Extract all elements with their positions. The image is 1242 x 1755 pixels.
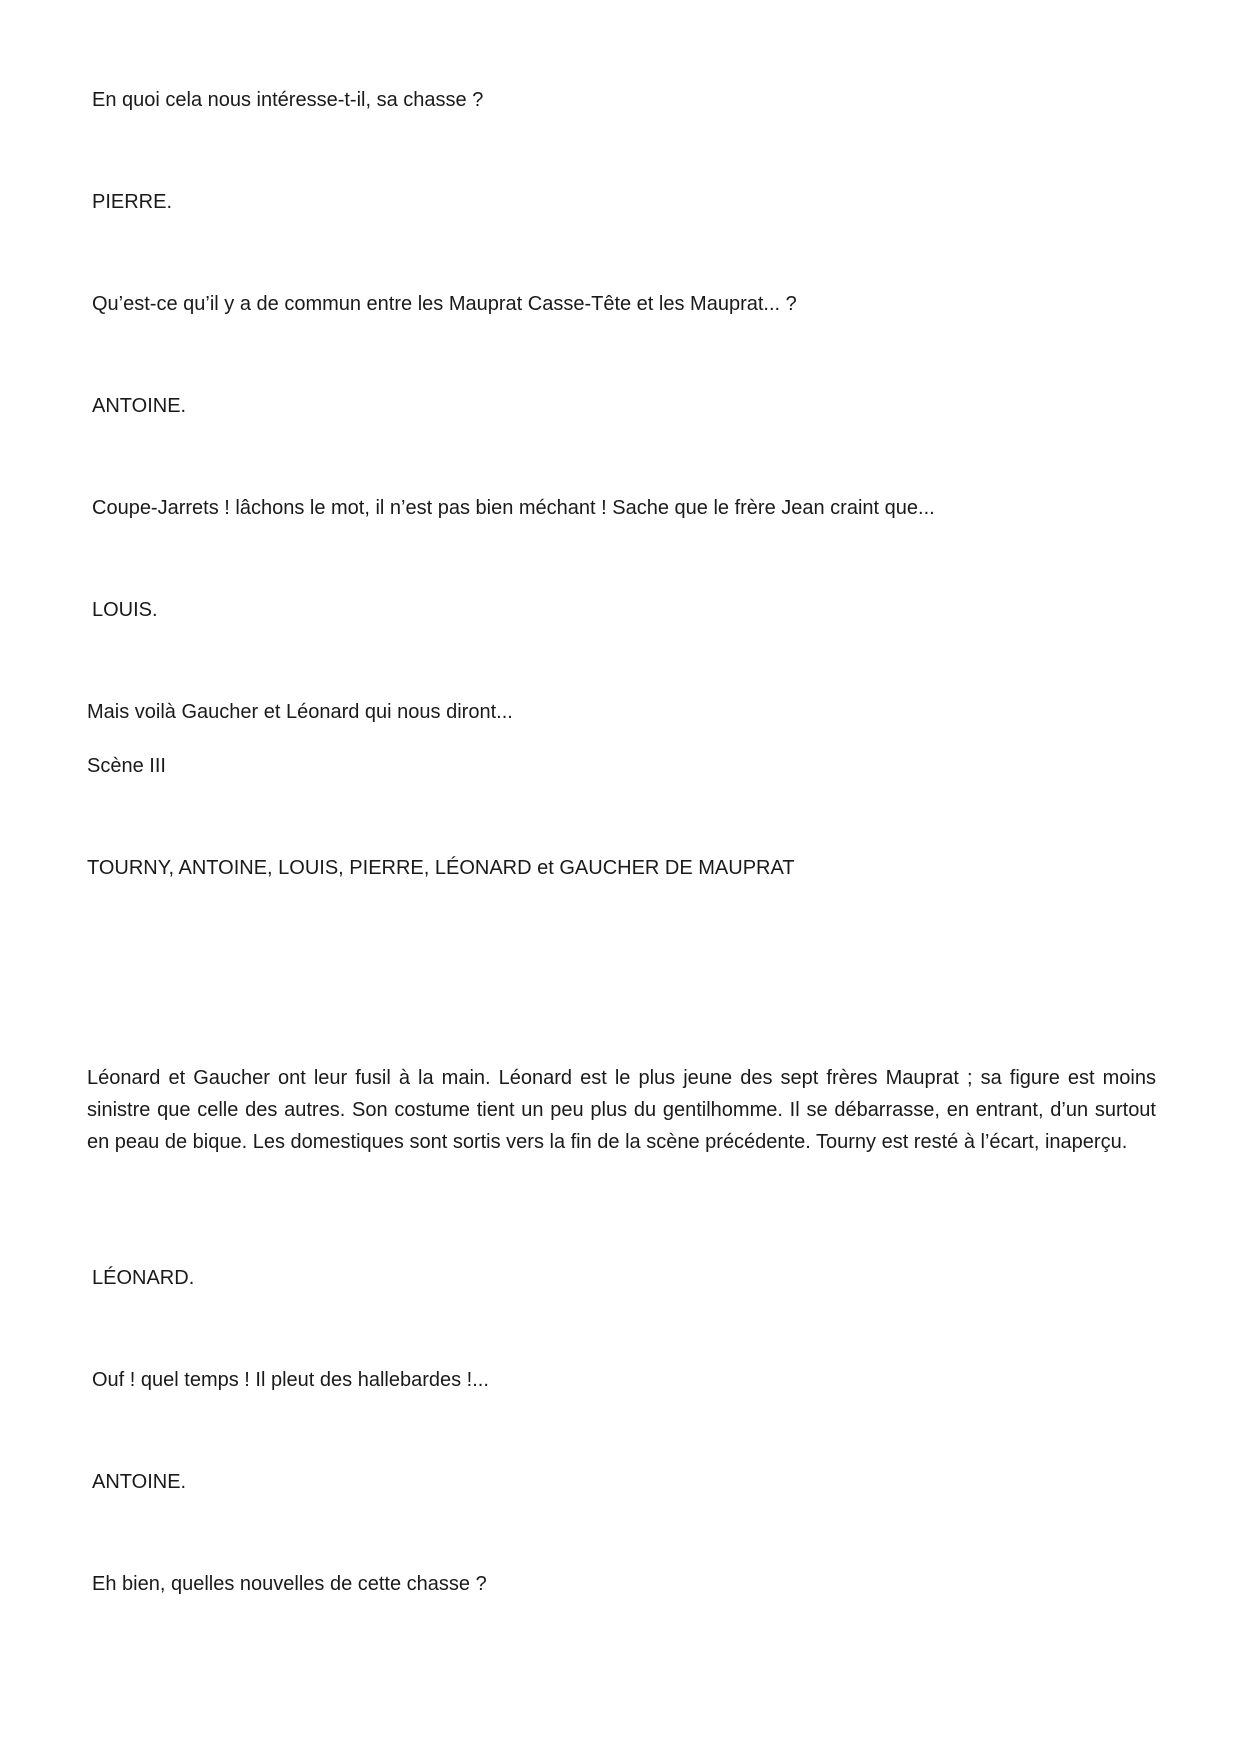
dialogue-line: Qu’est-ce qu’il y a de commun entre les Mauprat Casse-Tête et les Mauprat... ? (92, 293, 797, 315)
dialogue-line: En quoi cela nous intéresse-t-il, sa chasse ? (92, 89, 484, 111)
speaker-name: LÉONARD. (92, 1267, 195, 1289)
stage-direction: Léonard et Gaucher ont leur fusil à la main. Léonard est le plus jeune des sept frères Mauprat ; sa figure est moins sinistre que celle des autres. Son costume tient un peu plus du gentilhomme. Il se débarrasse, en entrant, d’un surtout en peau de bique. Les domestiques sont sortis vers la fin de la scène précédente. Tourny est resté à l’écart, inaperçu. (87, 1067, 1156, 1153)
dialogue-line: Ouf ! quel temps ! Il pleut des hallebardes !... (92, 1369, 489, 1391)
speaker-name: ANTOINE. (92, 395, 187, 417)
speaker-name: ANTOINE. (92, 1471, 187, 1493)
speaker-name: PIERRE. (92, 191, 173, 213)
dialogue-line: Coupe-Jarrets ! lâchons le mot, il n’est pas bien méchant ! Sache que le frère Jean craint que... (92, 497, 935, 519)
character-list: TOURNY, ANTOINE, LOUIS, PIERRE, LÉONARD et GAUCHER DE MAUPRAT (87, 857, 795, 879)
dialogue-line: Mais voilà Gaucher et Léonard qui nous diront... (87, 701, 513, 723)
scene-heading: Scène III (87, 755, 166, 777)
speaker-name: LOUIS. (92, 599, 158, 621)
dialogue-line: Eh bien, quelles nouvelles de cette chasse ? (92, 1573, 487, 1595)
